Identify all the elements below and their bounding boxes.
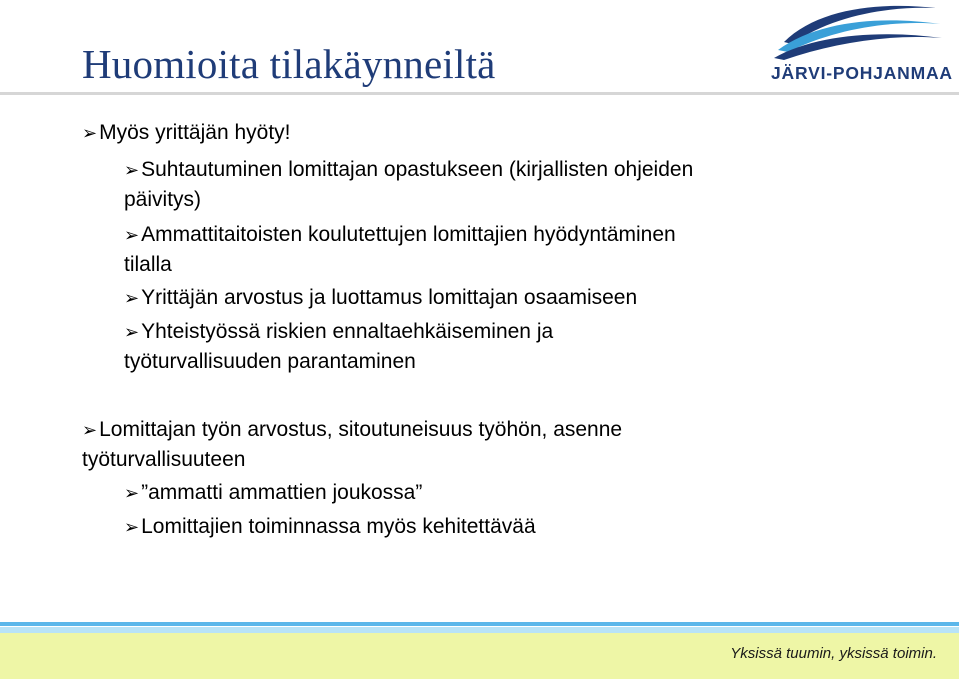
arrow-bullet-icon: ➢ — [82, 123, 98, 143]
bullet-text: Lomittajan työn arvostus, sitoutuneisuus työhön, asenne — [99, 418, 623, 441]
footer-stripe — [0, 622, 959, 626]
page-title: Huomioita tilakäynneiltä — [82, 41, 496, 87]
bullet-text-continued: työturvallisuuteen — [82, 448, 246, 471]
arrow-bullet-icon: ➢ — [124, 288, 140, 308]
bullet-item — [124, 155, 693, 214]
logo-text: JÄRVI-POHJANMAA — [771, 63, 953, 83]
bullet-text-continued: työturvallisuuden parantaminen — [124, 350, 416, 373]
arrow-bullet-icon: ➢ — [82, 420, 98, 440]
bullet-text: Lomittajien toiminnassa myös kehitettävää — [141, 515, 536, 538]
arrow-bullet-icon: ➢ — [124, 322, 140, 342]
bullet-item — [82, 118, 291, 148]
bullet-item — [82, 415, 622, 474]
bullet-text: Yrittäjän arvostus ja luottamus lomittajan osaamiseen — [141, 286, 638, 309]
bullet-text-continued: tilalla — [124, 253, 172, 276]
arrow-bullet-icon: ➢ — [124, 483, 140, 503]
bullet-text: Suhtautuminen lomittajan opastukseen (kirjallisten ohjeiden — [141, 158, 694, 181]
arrow-bullet-icon: ➢ — [124, 225, 140, 245]
jarvi-pohjanmaa-logo — [764, 2, 953, 84]
bullet-item — [124, 512, 536, 542]
bullet-item — [124, 220, 676, 279]
bullet-text: Myös yrittäjän hyöty! — [99, 121, 291, 144]
arrow-bullet-icon: ➢ — [124, 517, 140, 537]
bullet-text: ”ammatti ammattien joukossa” — [141, 481, 423, 504]
header-divider — [0, 92, 959, 95]
bullet-item — [124, 317, 553, 376]
wave-logo-icon — [764, 2, 944, 62]
bullet-text: Yhteistyössä riskien ennaltaehkäiseminen ja — [141, 320, 554, 343]
bullet-text: Ammattitaitoisten koulutettujen lomittajien hyödyntäminen — [141, 223, 676, 246]
bullet-item — [124, 283, 637, 313]
arrow-bullet-icon: ➢ — [124, 160, 140, 180]
footer-slogan: Yksissä tuumin, yksissä toimin. — [730, 645, 937, 662]
bullet-item — [124, 478, 422, 508]
bullet-text-continued: päivitys) — [124, 188, 202, 211]
